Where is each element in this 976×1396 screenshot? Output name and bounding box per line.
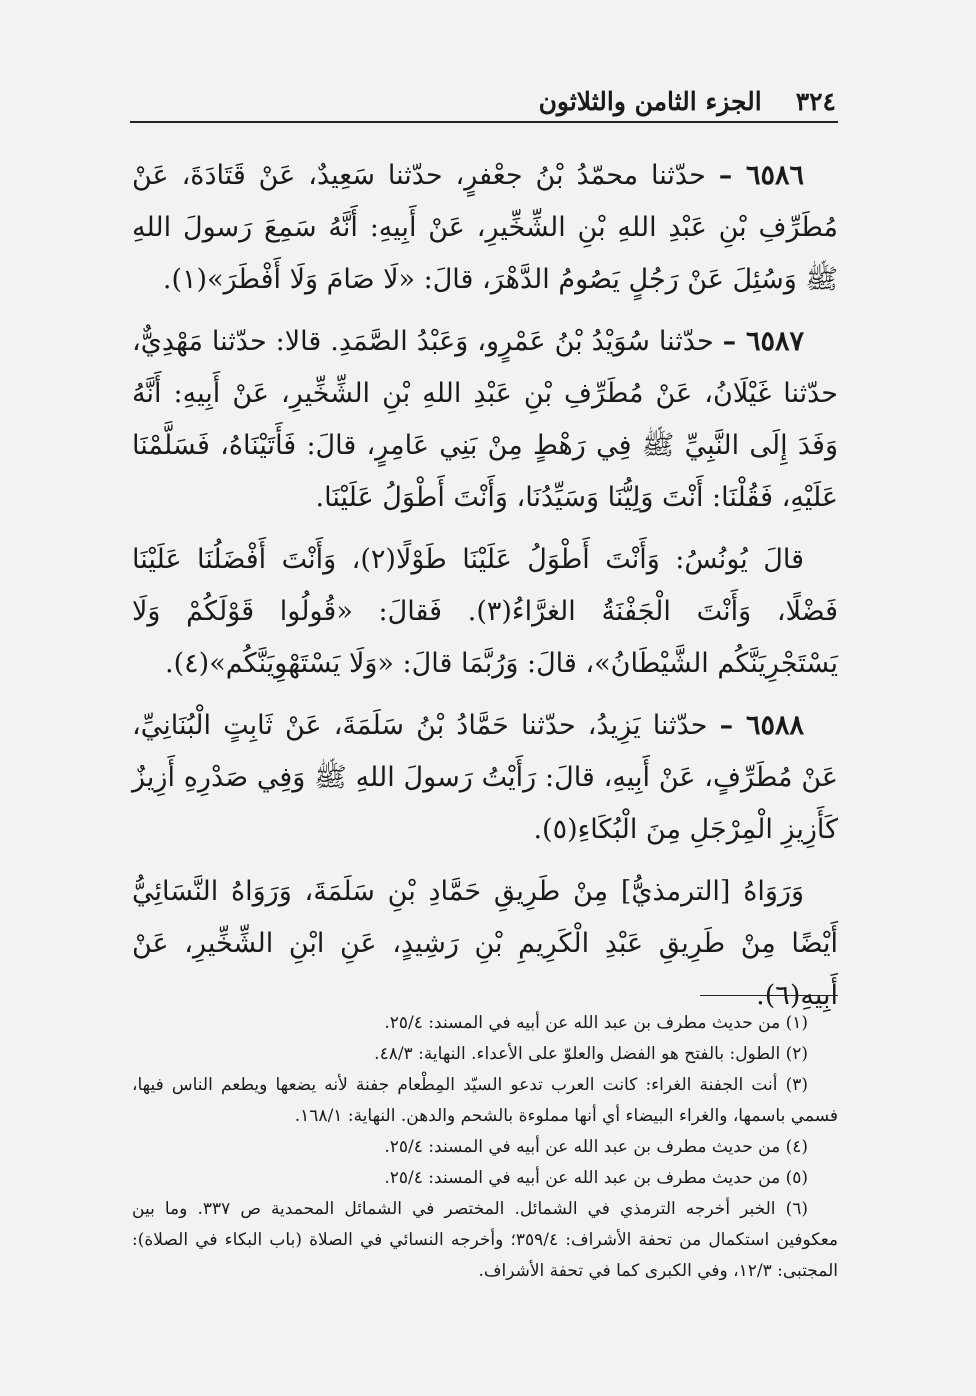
footnote: (٢) الطول: بالفتح هو الفضل والعلوّ على الأعداء. النهاية: ٤٨/٣. xyxy=(374,1044,808,1064)
hadith-paragraph xyxy=(132,534,838,690)
footnote: (١) من حديث مطرف بن عبد الله عن أبيه في المسند: ٢٥/٤. xyxy=(384,1013,808,1033)
running-header xyxy=(130,72,836,116)
footnote-rule xyxy=(700,995,838,996)
hadith-text: وَرَوَاهُ [الترمذيُّ] مِنْ طَرِيقِ حَمَّادِ بْنِ سَلَمَةَ، وَرَوَاهُ النَّسَائِيُّ أَيْضًا مِنْ طَرِيقِ عَبْدِ الْكَرِيمِ بْنِ رَشِيدٍ، عَنِ ابْنِ الشِّخِّيرِ، عَنْ أَبِيهِ(٦). xyxy=(132,876,838,1011)
header-rule xyxy=(130,121,838,123)
footnote: (٤) من حديث مطرف بن عبد الله عن أبيه في المسند: ٢٥/٤. xyxy=(384,1137,808,1157)
hadith-number: ٦٥٨٦ – xyxy=(718,160,804,191)
hadith-number: ٦٥٨٧ – xyxy=(722,326,804,357)
hadith-text: حدّثنا محمّدُ بْنُ جعْفرٍ، حدّثنا سَعِيدٌ، عَنْ قَتَادَةَ، عَنْ مُطَرِّفِ بْنِ عَبْدِ اللهِ بْنِ الشِّخِّيرِ، عَنْ أَبِيهِ: أَنَّهُ سَمِعَ رَسولَ اللهِ ﷺ وَسُئِلَ عَنْ رَجُلٍ يَصُومُ الدَّهْرَ، قالَ: «لَا صَامَ وَلَا أَفْطَرَ»(١). xyxy=(132,160,838,295)
footnote: (٣) أنت الجفنة الغراء: كانت العرب تدعو السيّد المِطْعام جفنة لأنه يضعها ويطعم الناس فيها، فسمي باسمها، والغراء البيضاء أي أنها مملوءة بالشحم والدهن. النهاية: ١٦٨/١. xyxy=(132,1075,838,1126)
hadith-paragraph xyxy=(132,150,838,306)
footnotes xyxy=(132,1008,838,1287)
main-text xyxy=(132,150,838,1032)
hadith-number: ٦٥٨٨ – xyxy=(719,710,804,741)
hadith-text: قالَ يُونُسُ: وَأَنْتَ أَطْوَلُ عَلَيْنَا طَوْلًا(٢)، وَأَنْتَ أَفْضَلُنَا عَلَيْنَا فَضْلًا، وَأَنْتَ الْجَفْنَةُ الغرَّاءُ(٣). فَقالَ: «قُولُوا قَوْلَكُمْ وَلَا يَسْتَجْرِيَنَّكُم الشَّيْطَانُ»، قالَ: وَرُبَّمَا قالَ: «وَلَا يَسْتَهْوِيَنَّكُم»(٤). xyxy=(132,544,838,679)
hadith-paragraph xyxy=(132,316,838,524)
section-title: الجزء الثامن والثلاثون xyxy=(538,87,762,116)
hadith-paragraph xyxy=(132,866,838,1022)
hadith-text: حدّثنا سُوَيْدُ بْنُ عَمْرٍو، وَعَبْدُ الصَّمَدِ. قالا: حدّثنا مَهْدِيٌّ، حدّثنا غَيْلَانُ، عَنْ مُطَرِّفِ بْنِ عَبْدِ اللهِ بْنِ الشِّخِّيرِ، عَنْ أَبِيهِ: أَنَّهُ وَفَدَ إِلَى النَّبِيِّ ﷺ فِي رَهْطٍ مِنْ بَنِي عَامِرٍ، قالَ: فَأَتَيْنَاهُ، فَسَلَّمْنَا عَلَيْهِ، فَقُلْنَا: أَنْتَ وَلِيُّنَا وَسَيِّدُنَا، وَأَنْتَ أَطْوَلُ عَلَيْنَا. xyxy=(132,326,838,513)
page-number: ٣٢٤ xyxy=(795,87,836,116)
hadith-paragraph xyxy=(132,700,838,856)
footnote: (٦) الخبر أخرجه الترمذي في الشمائل. المختصر في الشمائل المحمدية ص ٣٣٧. وما بين معكوفين استكمال من تحفة الأشراف: ٣٥٩/٤؛ وأخرجه النسائي في الصلاة (باب البكاء في الصلاة): المجتبى: ١٢/٣، وفي الكبرى كما في تحفة الأشراف. xyxy=(132,1199,839,1281)
footnote: (٥) من حديث مطرف بن عبد الله عن أبيه في المسند: ٢٥/٤. xyxy=(384,1168,808,1188)
hadith-text: حدّثنا يَزِيدُ، حدّثنا حَمَّادُ بْنُ سَلَمَةَ، عَنْ ثَابِتٍ الْبُنَانِيِّ، عَنْ مُطَرِّفٍ، عَنْ أَبِيهِ، قالَ: رَأَيْتُ رَسولَ اللهِ ﷺ وَفِي صَدْرِهِ أَزِيزٌ كَأَزِيزِ الْمِرْجَلِ مِنَ الْبُكَاءِ(٥). xyxy=(132,710,838,845)
